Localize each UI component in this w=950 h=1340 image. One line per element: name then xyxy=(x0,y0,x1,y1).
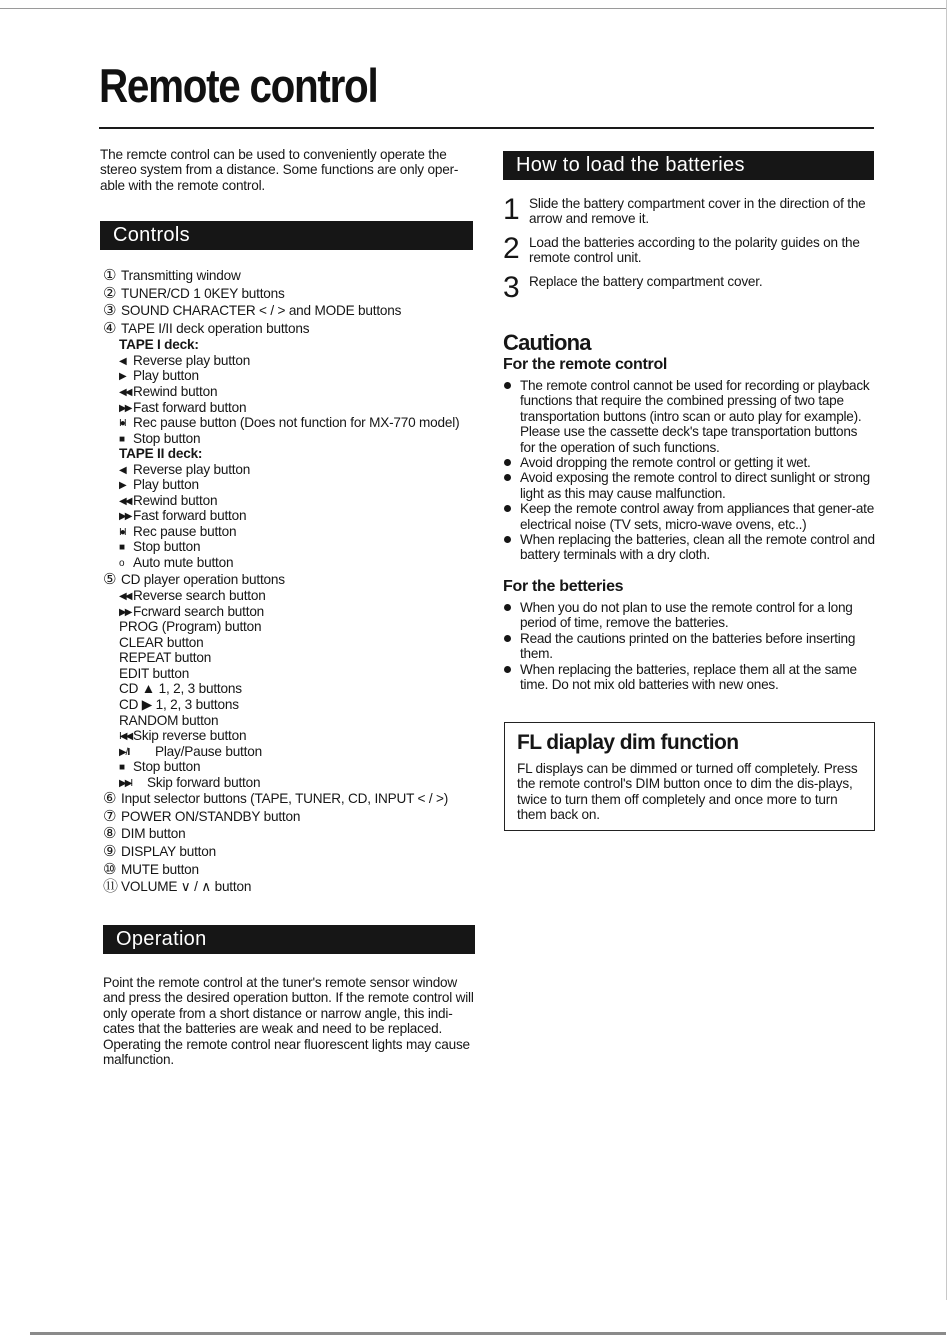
item-label: VOLUME ∨ / ∧ button xyxy=(121,879,252,895)
caution-text: Read the cautions printed on the batteries before inserting them. xyxy=(520,630,856,662)
controls-item xyxy=(103,825,483,843)
item-label: Reverse search button xyxy=(133,588,266,604)
controls-item xyxy=(103,571,483,589)
battery-step xyxy=(503,231,875,266)
stop-icon: ■ xyxy=(119,542,124,554)
item-number: ② xyxy=(103,284,117,302)
controls-item xyxy=(103,285,483,303)
item-number: ⑦ xyxy=(103,807,117,825)
controls-subheading: TAPE II deck: xyxy=(119,446,203,462)
item-label: DIM button xyxy=(121,826,186,842)
controls-subitem xyxy=(103,477,483,493)
right-border-line xyxy=(946,0,947,1300)
controls-subitem: EDIT button xyxy=(119,665,190,681)
item-label: Play/Pause button xyxy=(155,743,262,759)
step-number: 3 xyxy=(503,270,520,304)
item-label: Fast forward button xyxy=(133,399,247,415)
caution-text: Avoid exposing the remote control to direct sunlight or strong light as this may cause malfunction. xyxy=(520,470,870,501)
controls-item xyxy=(103,843,483,861)
play-icon: ▶ xyxy=(119,480,125,492)
bullet-icon xyxy=(504,666,511,673)
skip-reverse-icon: I◀◀ xyxy=(119,731,132,743)
operation-header: Operation xyxy=(103,925,475,954)
fast-forward-icon: ▶▶ xyxy=(119,402,131,414)
item-label: POWER ON/STANDBY button xyxy=(121,808,301,824)
item-label: Rewind button xyxy=(133,492,218,508)
item-label: Reverse play button xyxy=(133,461,251,477)
item-label: Rec pause button xyxy=(133,523,237,539)
controls-subitem xyxy=(103,539,483,555)
skip-forward-icon: ▶▶I xyxy=(119,777,132,789)
item-label: Play button xyxy=(133,477,199,493)
item-number: ⑧ xyxy=(103,825,117,843)
bullet-icon xyxy=(504,459,511,466)
controls-subitem xyxy=(103,508,483,524)
item-label: Stop button xyxy=(133,539,201,555)
item-number: ① xyxy=(103,267,117,284)
operation-paragraph: Point the remote control at the tuner's remote sensor window and press the desired operation button. If the remote control will only operate from a short distance or narrow angle, this indi-cates that the batteries are weak and need to be replaced. Operating the remote control near fluorescent lights may cause malfunction. xyxy=(103,975,474,1068)
controls-item xyxy=(103,808,483,826)
item-number: ⑤ xyxy=(103,570,117,588)
fl-display-title: FL diaplay dim function xyxy=(517,731,739,754)
bullet-icon xyxy=(504,604,511,611)
bottom-border-line xyxy=(30,1332,946,1335)
caution-item xyxy=(503,662,875,693)
step-number: 2 xyxy=(503,231,520,265)
item-label: DISPLAY button xyxy=(121,844,216,860)
item-label: Skip forward button xyxy=(147,774,261,790)
caution-text: When replacing the batteries, replace them all at the same time. Do not mix old batteries with new ones. xyxy=(520,661,857,693)
controls-subitem xyxy=(103,775,483,791)
play-icon: ▶ xyxy=(119,371,125,383)
controls-subitem: PROG (Program) button xyxy=(119,619,262,635)
item-number: ④ xyxy=(103,319,117,337)
intro-paragraph: The remcte control can be used to conveniently operate the stereo system from a distance. Some functions are only oper-able with the remote control. xyxy=(100,147,459,193)
step-text: Replace the battery compartment cover. xyxy=(529,273,763,289)
rewind-icon: ◀◀ xyxy=(119,495,131,507)
controls-subitem xyxy=(103,462,483,478)
controls-list xyxy=(103,267,483,896)
item-label: Fcrward search button xyxy=(133,603,265,619)
auto-mute-icon: o xyxy=(119,558,123,570)
caution-text: Keep the remote control away from appliances that gener-ate electrical noise (TV sets, micro-wave ovens, etc..) xyxy=(520,501,875,532)
caution-text: The remote control cannot be used for recording or playback functions that require the combined pressing of two tape transportation buttons (intro scan or auto play for example). Please use the cassette deck's tape transportation buttons for the operation of such functions. xyxy=(520,378,870,455)
item-label: MUTE button xyxy=(121,861,199,877)
controls-subitem xyxy=(103,353,483,369)
item-label: Transmitting window xyxy=(121,268,241,283)
bullet-icon xyxy=(504,505,511,512)
caution-item xyxy=(503,378,875,455)
controls-subitem: CLEAR button xyxy=(119,634,204,650)
controls-subitem xyxy=(103,604,483,620)
controls-item xyxy=(103,320,483,338)
controls-subitem xyxy=(103,368,483,384)
remote-cautions-list xyxy=(503,378,875,563)
item-number: ⑪ xyxy=(103,878,118,896)
bullet-icon xyxy=(504,536,511,543)
controls-item xyxy=(103,878,483,896)
rec-pause-icon: I●I xyxy=(119,418,125,430)
item-label: Skip reverse button xyxy=(133,728,247,744)
item-number: ⑨ xyxy=(103,843,117,861)
caution-text: When replacing the batteries, clean all the remote control and battery terminals with a dry cloth. xyxy=(520,532,875,563)
fl-display-text: FL displays can be dimmed or turned off completely. Press the remote control's DIM button once to dim the dis-plays, twice to turn them off completely and once more to turn them back on. xyxy=(517,761,858,823)
batteries-header: How to load the batteries xyxy=(503,151,874,180)
controls-subitem xyxy=(103,588,483,604)
item-label: SOUND CHARACTER < / > and MODE buttons xyxy=(121,303,402,319)
caution-item xyxy=(503,631,875,662)
bullet-icon xyxy=(504,635,511,642)
item-label: TUNER/CD 1 0KEY buttons xyxy=(121,285,285,301)
controls-subitem xyxy=(103,759,483,775)
item-number: ⑥ xyxy=(103,790,117,808)
bullet-icon xyxy=(504,382,511,389)
forward-search-icon: ▶▶ xyxy=(119,606,131,618)
caution-item xyxy=(503,470,875,501)
bullet-icon xyxy=(504,474,511,481)
play-pause-icon: ▶ / II xyxy=(119,746,129,758)
reverse-search-icon: ◀◀ xyxy=(119,591,131,603)
controls-subitem: REPEAT button xyxy=(119,650,212,666)
reverse-play-icon: ◀ xyxy=(119,464,125,476)
rec-pause-icon: I●I xyxy=(119,526,125,538)
stop-icon: ■ xyxy=(119,433,124,445)
item-label: Stop button xyxy=(133,430,201,446)
item-label: Fast forward button xyxy=(133,508,247,524)
controls-subitem xyxy=(103,728,483,744)
fl-display-box xyxy=(504,722,875,831)
controls-item xyxy=(103,861,483,879)
controls-subitem xyxy=(103,493,483,509)
step-number: 1 xyxy=(503,193,520,226)
controls-subitem xyxy=(103,431,483,447)
item-label: Play button xyxy=(133,368,199,384)
item-label: Stop button xyxy=(133,759,201,775)
step-text: Load the batteries according to the polarity guides on the remote control unit. xyxy=(529,234,860,266)
top-border-line xyxy=(0,8,946,9)
caution-item xyxy=(503,455,875,470)
controls-subitem xyxy=(103,384,483,400)
remote-cautions xyxy=(503,356,875,563)
item-label: Rec pause button (Does not function for MX-770 model) xyxy=(133,415,460,431)
item-label: Rewind button xyxy=(133,384,218,400)
item-number: ⑩ xyxy=(103,860,117,878)
controls-subitem xyxy=(103,524,483,540)
controls-header: Controls xyxy=(100,221,473,250)
rewind-icon: ◀◀ xyxy=(119,387,131,399)
item-label: Auto mute button xyxy=(133,555,234,571)
remote-cautions-heading: For the remote control xyxy=(503,356,668,373)
battery-cautions-list xyxy=(503,600,875,692)
battery-step xyxy=(503,270,875,304)
item-label: TAPE I/II deck operation buttons xyxy=(121,320,310,336)
battery-cautions xyxy=(503,578,875,692)
item-number: ③ xyxy=(103,302,117,320)
stop-icon: ■ xyxy=(119,762,124,774)
controls-subitem xyxy=(103,400,483,416)
item-label: CD player operation buttons xyxy=(121,571,285,587)
controls-subitem: RANDOM button xyxy=(119,712,219,728)
caution-text: Avoid dropping the remote control or getting it wet. xyxy=(520,455,811,471)
cautions-title: Cautiona xyxy=(503,330,591,355)
controls-item xyxy=(103,302,483,320)
battery-cautions-heading: For the betteries xyxy=(503,578,624,595)
fast-forward-icon: ▶▶ xyxy=(119,511,131,523)
reverse-play-icon: ◀ xyxy=(119,355,125,367)
caution-item xyxy=(503,600,875,631)
controls-item xyxy=(103,790,483,808)
item-label: Reverse play button xyxy=(133,352,251,368)
controls-item xyxy=(103,267,483,285)
controls-subitem xyxy=(103,555,483,571)
controls-subitem xyxy=(103,415,483,431)
battery-steps xyxy=(503,193,875,310)
battery-step xyxy=(503,193,875,227)
step-text: Slide the battery compartment cover in the direction of the arrow and remove it. xyxy=(529,196,866,227)
caution-item xyxy=(503,532,875,563)
title-underline xyxy=(99,127,874,129)
caution-text: When you do not plan to use the remote control for a long period of time, remove the batteries. xyxy=(520,600,853,631)
controls-subheading: TAPE I deck: xyxy=(119,337,199,353)
controls-subitem: CD ▲ 1, 2, 3 buttons xyxy=(119,681,242,697)
item-label: Input selector buttons (TAPE, TUNER, CD, INPUT < / >) xyxy=(121,791,449,807)
controls-subitem xyxy=(103,744,483,760)
controls-subitem: CD ▶ 1, 2, 3 buttons xyxy=(119,697,239,712)
page-title: Remote control xyxy=(99,59,378,112)
caution-item xyxy=(503,501,875,532)
